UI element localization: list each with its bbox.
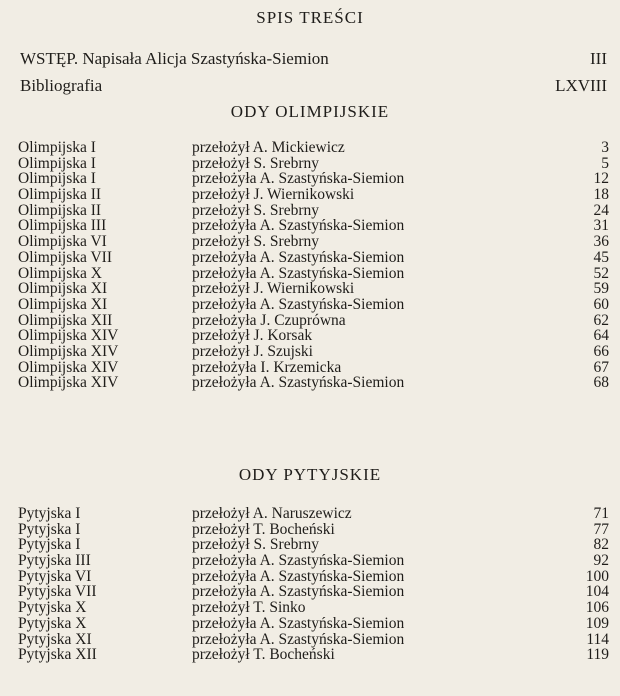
toc-entry xyxy=(0,234,620,250)
toc-entry xyxy=(0,328,620,344)
page-number: 5 xyxy=(601,154,609,172)
intro-entry-page: LXVIII xyxy=(555,76,607,95)
ode-title: Olimpijska XI xyxy=(18,280,108,298)
toc-entry xyxy=(0,281,620,297)
intro-entry-page: III xyxy=(590,49,607,68)
page-number: 100 xyxy=(585,567,609,585)
intro-entry xyxy=(20,49,607,71)
toc-entry xyxy=(0,632,620,648)
toc-entry xyxy=(0,313,620,329)
page-number: 3 xyxy=(601,139,609,156)
page-number: 36 xyxy=(593,233,609,251)
ode-title: Olimpijska II xyxy=(18,201,102,219)
page-number: 66 xyxy=(593,342,609,360)
intro-entry xyxy=(20,76,607,98)
page-number: 67 xyxy=(593,358,609,376)
toc-entry xyxy=(0,506,620,522)
translator-credit: przełożyła A. Szastyńska-Siemion xyxy=(192,248,405,266)
translator-credit: przełożyła A. Szastyńska-Siemion xyxy=(192,567,405,585)
section-title-pythian: ODY PYTYJSKIE xyxy=(238,465,382,484)
translator-credit: przełożył A. Naruszewicz xyxy=(192,505,352,522)
translator-credit: przełożyła A. Szastyńska-Siemion xyxy=(192,217,405,235)
ode-title: Olimpijska III xyxy=(18,217,107,235)
ode-title: Olimpijska XIV xyxy=(18,327,119,345)
toc-title: SPIS TREŚCI xyxy=(256,8,364,27)
translator-credit: przełożyła A. Szastyńska-Siemion xyxy=(192,583,405,601)
translator-credit: przełożył T. Bocheński xyxy=(192,646,335,664)
toc-entry xyxy=(0,553,620,569)
toc-entry xyxy=(0,187,620,203)
page-number: 45 xyxy=(593,248,609,266)
toc-entry xyxy=(0,647,620,663)
ode-title: Olimpijska I xyxy=(18,139,96,156)
page-number: 31 xyxy=(593,217,609,235)
translator-credit: przełożył J. Szujski xyxy=(192,342,313,360)
translator-credit: przełożyła A. Szastyńska-Siemion xyxy=(192,552,405,570)
ode-title: Olimpijska XIV xyxy=(18,374,119,392)
translator-credit: przełożyła A. Szastyńska-Siemion xyxy=(192,630,405,648)
ode-title: Pytyjska I xyxy=(18,520,81,538)
translator-credit: przełożył S. Srebrny xyxy=(192,536,319,554)
toc-entry xyxy=(0,250,620,266)
page-number: 68 xyxy=(593,374,609,392)
toc-entry xyxy=(0,584,620,600)
translator-credit: przełożył S. Srebrny xyxy=(192,201,319,219)
page-number: 71 xyxy=(593,505,609,522)
translator-credit: przełożyła A. Szastyńska-Siemion xyxy=(192,170,405,188)
ode-title: Pytyjska I xyxy=(18,536,81,554)
toc-entry xyxy=(0,537,620,553)
ode-title: Pytyjska X xyxy=(18,599,87,617)
translator-credit: przełożyła A. Szastyńska-Siemion xyxy=(192,614,405,632)
ode-title: Olimpijska XIV xyxy=(18,358,119,376)
translator-credit: przełożył J. Wiernikowski xyxy=(192,186,355,204)
ode-title: Olimpijska XI xyxy=(18,295,108,313)
ode-title: Olimpijska I xyxy=(18,154,96,172)
ode-title: Pytyjska I xyxy=(18,505,81,522)
translator-credit: przełożył J. Wiernikowski xyxy=(192,280,355,298)
page-number: 64 xyxy=(593,327,609,345)
toc-entry xyxy=(0,616,620,632)
intro-entry-title: WSTĘP. Napisała Alicja Szastyńska-Siemion xyxy=(20,49,329,68)
ode-title: Olimpijska VI xyxy=(18,233,107,251)
page-number: 18 xyxy=(593,186,609,204)
page-number: 12 xyxy=(593,170,609,188)
translator-credit: przełożył T. Sinko xyxy=(192,599,306,617)
section-title-olympian: ODY OLIMPIJSKIE xyxy=(230,102,390,121)
toc-entry xyxy=(0,522,620,538)
translator-credit: przełożył T. Bocheński xyxy=(192,520,335,538)
ode-title: Olimpijska I xyxy=(18,170,96,188)
toc-entry xyxy=(0,569,620,585)
page-number: 114 xyxy=(586,630,609,648)
page-number: 82 xyxy=(593,536,609,554)
translator-credit: przełożył A. Mickiewicz xyxy=(192,139,345,156)
page-number: 92 xyxy=(593,552,609,570)
toc-entry xyxy=(0,156,620,172)
ode-title: Pytyjska X xyxy=(18,614,87,632)
ode-title: Olimpijska X xyxy=(18,264,102,282)
page-number: 24 xyxy=(593,201,609,219)
page-number: 104 xyxy=(585,583,609,601)
translator-credit: przełożył S. Srebrny xyxy=(192,233,319,251)
section-olympian-odes xyxy=(0,140,620,391)
section-pythian-odes xyxy=(0,506,620,663)
ode-title: Pytyjska XI xyxy=(18,630,92,648)
intro-entry-title: Bibliografia xyxy=(20,76,103,95)
toc-entry xyxy=(0,171,620,187)
page-number: 109 xyxy=(585,614,609,632)
ode-title: Olimpijska XIV xyxy=(18,342,119,360)
toc-entry xyxy=(0,218,620,234)
toc-entry xyxy=(0,375,620,391)
ode-title: Pytyjska VII xyxy=(18,583,97,601)
ode-title: Olimpijska II xyxy=(18,186,102,204)
toc-entry xyxy=(0,203,620,219)
translator-credit: przełożyła I. Krzemicka xyxy=(192,358,342,376)
toc-entry xyxy=(0,297,620,313)
translator-credit: przełożyła A. Szastyńska-Siemion xyxy=(192,295,405,313)
ode-title: Pytyjska III xyxy=(18,552,91,570)
translator-credit: przełożyła J. Czuprówna xyxy=(192,311,346,329)
toc-entry xyxy=(0,266,620,282)
page-number: 119 xyxy=(586,646,609,664)
ode-title: Pytyjska VI xyxy=(18,567,92,585)
ode-title: Olimpijska VII xyxy=(18,248,112,266)
translator-credit: przełożyła A. Szastyńska-Siemion xyxy=(192,264,405,282)
ode-title: Olimpijska XII xyxy=(18,311,113,329)
toc-entry xyxy=(0,344,620,360)
page-number: 77 xyxy=(593,520,609,538)
page-number: 52 xyxy=(593,264,609,282)
translator-credit: przełożyła A. Szastyńska-Siemion xyxy=(192,374,405,392)
page-number: 106 xyxy=(585,599,609,617)
page-number: 60 xyxy=(593,295,609,313)
translator-credit: przełożył J. Korsak xyxy=(192,327,313,345)
toc-entry xyxy=(0,600,620,616)
ode-title: Pytyjska XII xyxy=(18,646,97,664)
page-number: 59 xyxy=(593,280,609,298)
page-number: 62 xyxy=(593,311,609,329)
toc-entry xyxy=(0,360,620,376)
toc-entry xyxy=(0,140,620,156)
translator-credit: przełożył S. Srebrny xyxy=(192,154,319,172)
